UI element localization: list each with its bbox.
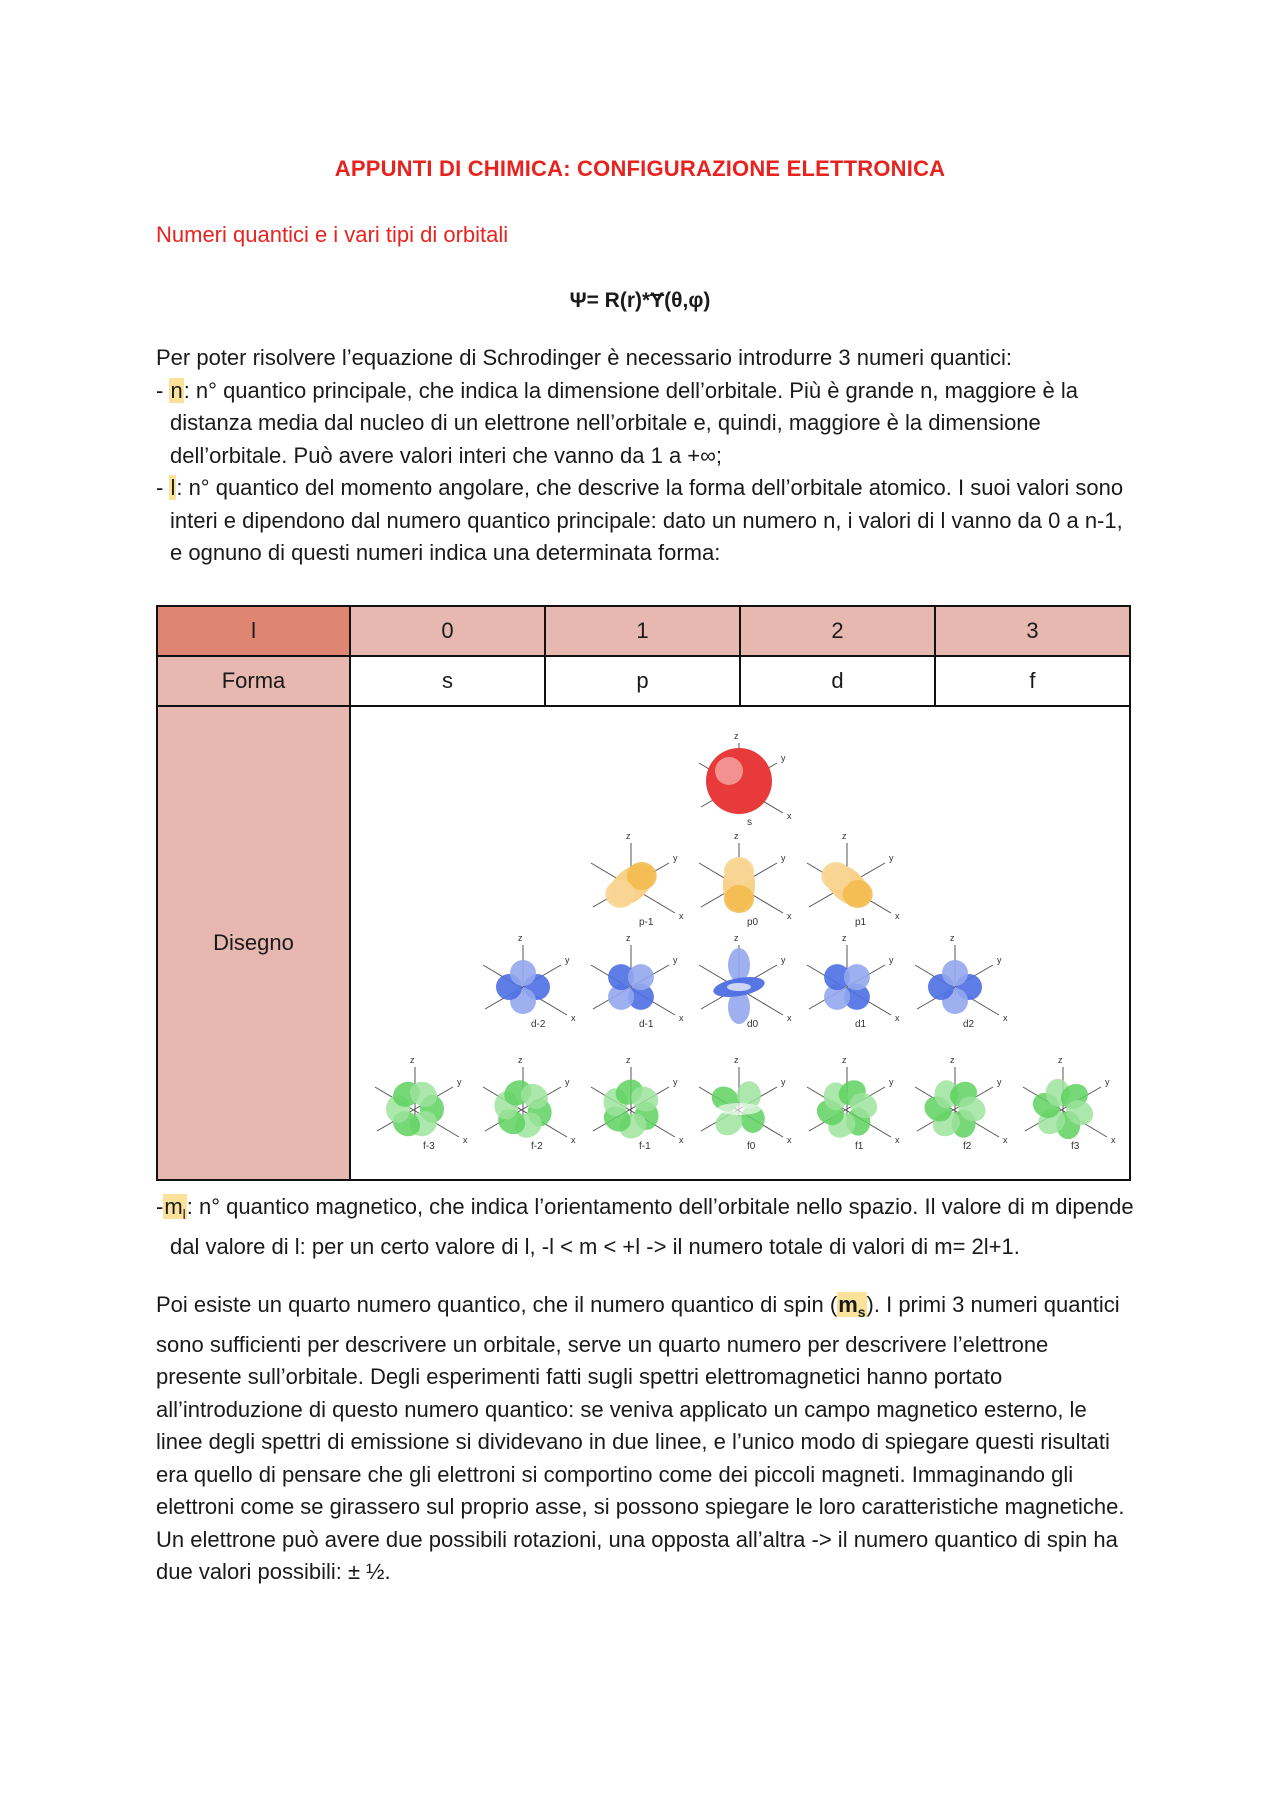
svg-text:x: x	[787, 1135, 792, 1145]
final-paragraph: Un elettrone può avere due possibili rotazioni, una opposta all’altra -> il numero quantico di spin ha due valori possibili: ± ½.	[156, 1526, 1118, 1584]
ml-symbol-letter: m	[164, 1194, 183, 1219]
svg-text:y: y	[781, 853, 786, 863]
orbital-label-f-1: f-1	[639, 1141, 651, 1152]
svg-text:x: x	[679, 1013, 684, 1023]
svg-text:z: z	[950, 933, 955, 943]
orbital-label-p0: p0	[747, 917, 759, 928]
orbital-label-f3: f3	[1071, 1141, 1080, 1152]
orbital-shapes-table	[156, 605, 1131, 1181]
svg-text:x: x	[787, 911, 792, 921]
svg-text:x: x	[571, 1013, 576, 1023]
svg-text:z: z	[734, 933, 739, 943]
orbital-label-s: s	[747, 817, 753, 828]
l-dash: -	[156, 475, 170, 500]
svg-text:z: z	[734, 1055, 739, 1065]
document-title: APPUNTI DI CHIMICA: CONFIGURAZIONE ELETTRONICA	[334, 156, 946, 181]
svg-text:y: y	[565, 955, 570, 965]
orbital-d2	[915, 933, 1008, 1030]
orbital-label-p1: p1	[855, 917, 867, 928]
table-header-forma: Forma	[157, 656, 350, 706]
table-header-l: l	[157, 606, 350, 656]
table-cell-f: f	[935, 656, 1130, 706]
table-row-disegno	[157, 706, 1130, 1180]
ms-symbol-letter: m	[838, 1292, 858, 1317]
svg-text:z: z	[842, 933, 847, 943]
orbital-f-3	[375, 1055, 468, 1152]
orbital-d-2	[483, 933, 576, 1030]
ms-symbol	[837, 1292, 866, 1320]
svg-text:z: z	[518, 933, 523, 943]
n-symbol: n	[170, 377, 183, 403]
svg-text:y: y	[781, 753, 786, 763]
svg-text:x: x	[895, 1013, 900, 1023]
orbital-f1	[807, 1055, 900, 1152]
svg-text:z: z	[842, 831, 847, 841]
orbital-label-p-1: p-1	[639, 917, 654, 928]
svg-text:y: y	[457, 1077, 462, 1087]
spin-before: Poi esiste un quarto numero quantico, che il numero quantico di spin (	[156, 1292, 838, 1317]
wavefunction-formula: Ψ= R(r)*Ɏ(θ,φ)	[569, 289, 711, 312]
quantum-numbers-intro-block	[156, 342, 1136, 570]
orbital-label-f2: f2	[963, 1141, 972, 1152]
orbital-f-2	[483, 1055, 576, 1152]
svg-text:z: z	[734, 731, 739, 741]
orbital-f0	[699, 1055, 792, 1152]
svg-text:y: y	[673, 1077, 678, 1087]
spin-paragraph	[156, 1289, 1136, 1524]
table-row-forma	[157, 656, 1130, 706]
table-cell-l1: 1	[545, 606, 740, 656]
svg-text:x: x	[571, 1135, 576, 1145]
svg-text:x: x	[679, 1135, 684, 1145]
l-text: : n° quantico del momento angolare, che descrive la forma dell’orbitale atomico. I suoi valori sono interi e dipendono dal numero quantico principale: dato un numero n, i valori di l vanno da 0 a n-1, e ognuno di questi numeri indica una determinata forma:	[170, 475, 1124, 565]
orbital-label-f1: f1	[855, 1141, 864, 1152]
orbital-label-d2: d2	[963, 1019, 975, 1030]
orbital-f-1	[591, 1055, 684, 1152]
svg-text:y: y	[565, 1077, 570, 1087]
svg-text:x: x	[787, 811, 792, 821]
ml-text: : n° quantico magnetico, che indica l’orientamento dell’orbitale nello spazio. Il valore di m dipende dal valore di l: per un certo valore di l, -l < m < +l -> il numero totale di valori di m= 2l+1.	[170, 1194, 1134, 1259]
orbital-d-1	[591, 933, 684, 1030]
orbital-drawing-cell	[350, 706, 1130, 1180]
n-dash: -	[156, 377, 170, 403]
svg-text:y: y	[673, 955, 678, 965]
svg-text:z: z	[626, 1055, 631, 1065]
svg-text:z: z	[626, 933, 631, 943]
svg-text:y: y	[889, 853, 894, 863]
ms-symbol-subscript: s	[857, 1304, 866, 1320]
ml-symbol	[163, 1194, 186, 1222]
table-cell-s: s	[350, 656, 545, 706]
orbital-s	[699, 731, 792, 828]
orbital-f2	[915, 1055, 1008, 1152]
svg-text:y: y	[997, 1077, 1002, 1087]
svg-text:x: x	[1003, 1013, 1008, 1023]
orbital-p0	[699, 831, 792, 928]
svg-text:z: z	[950, 1055, 955, 1065]
svg-text:z: z	[410, 1055, 415, 1065]
svg-text:y: y	[1105, 1077, 1110, 1087]
orbital-p1	[807, 831, 900, 928]
orbital-label-d-2: d-2	[531, 1019, 546, 1030]
n-definition	[156, 375, 1136, 473]
table-cell-l3: 3	[935, 606, 1130, 656]
l-symbol: l	[170, 475, 176, 500]
svg-text:x: x	[463, 1135, 468, 1145]
svg-text:z: z	[1058, 1055, 1063, 1065]
svg-text:x: x	[1111, 1135, 1116, 1145]
ml-line	[156, 1191, 1136, 1263]
table-row-l	[157, 606, 1130, 656]
svg-text:z: z	[626, 831, 631, 841]
svg-text:y: y	[673, 853, 678, 863]
orbital-label-f-2: f-2	[531, 1141, 543, 1152]
l-definition	[156, 472, 1136, 570]
table-header-disegno: Disegno	[157, 706, 350, 1180]
orbital-label-d1: d1	[855, 1019, 867, 1030]
orbital-p-1	[591, 831, 684, 928]
ml-dash: -	[156, 1194, 164, 1219]
orbital-label-f-3: f-3	[423, 1141, 435, 1152]
svg-text:x: x	[679, 911, 684, 921]
ml-definition	[156, 1191, 1136, 1263]
svg-text:x: x	[1003, 1135, 1008, 1145]
orbital-f3	[1023, 1055, 1116, 1152]
svg-text:z: z	[518, 1055, 523, 1065]
svg-text:y: y	[781, 955, 786, 965]
section-heading: Numeri quantici e i vari tipi di orbitali	[156, 222, 509, 247]
table-cell-p: p	[545, 656, 740, 706]
orbital-label-d0: d0	[747, 1019, 759, 1030]
orbital-d1	[807, 933, 900, 1030]
ml-symbol-subscript: l	[182, 1206, 186, 1222]
svg-text:z: z	[842, 1055, 847, 1065]
table-cell-d: d	[740, 656, 935, 706]
spin-after: ). I primi 3 numeri quantici sono sufficienti per descrivere un orbitale, serve un quarto numero per descrivere l’elettrone presente sull’orbitale. Degli esperimenti fatti sugli spettri elettromagnetici hanno portato all’introduzione di questo numero quantico: se veniva applicato un campo magnetico esterno, le linee degli spettri di emissione si dividevano in due linee, e l’unico modo di spiegare questi risultati era quello di pensare che gli elettroni si comportino come dei piccoli magneti. Immaginando gli elettroni come se girassero sul proprio asse, si possono spiegare le loro caratteristiche magnetiche.	[156, 1292, 1125, 1519]
svg-text:y: y	[997, 955, 1002, 965]
svg-text:y: y	[889, 1077, 894, 1087]
orbital-diagram	[351, 707, 1127, 1179]
spin-block	[156, 1289, 1136, 1589]
orbital-label-d-1: d-1	[639, 1019, 654, 1030]
orbital-d0	[699, 933, 792, 1030]
svg-text:y: y	[781, 1077, 786, 1087]
table-cell-l2: 2	[740, 606, 935, 656]
svg-text:y: y	[889, 955, 894, 965]
table-cell-l0: 0	[350, 606, 545, 656]
intro-paragraph: Per poter risolvere l’equazione di Schrodinger è necessario introdurre 3 numeri quantici:	[156, 345, 1013, 370]
orbital-label-f0: f0	[747, 1141, 756, 1152]
svg-text:x: x	[895, 1135, 900, 1145]
svg-text:z: z	[734, 831, 739, 841]
n-text: : n° quantico principale, che indica la dimensione dell’orbitale. Più è grande n, maggiore è la distanza media dal nucleo di un elettrone nell’orbitale e, quindi, maggiore è la dimensione dell’orbitale. Può avere valori interi che vanno da 1 a +∞;	[170, 377, 1078, 468]
svg-text:x: x	[787, 1013, 792, 1023]
svg-text:x: x	[895, 911, 900, 921]
